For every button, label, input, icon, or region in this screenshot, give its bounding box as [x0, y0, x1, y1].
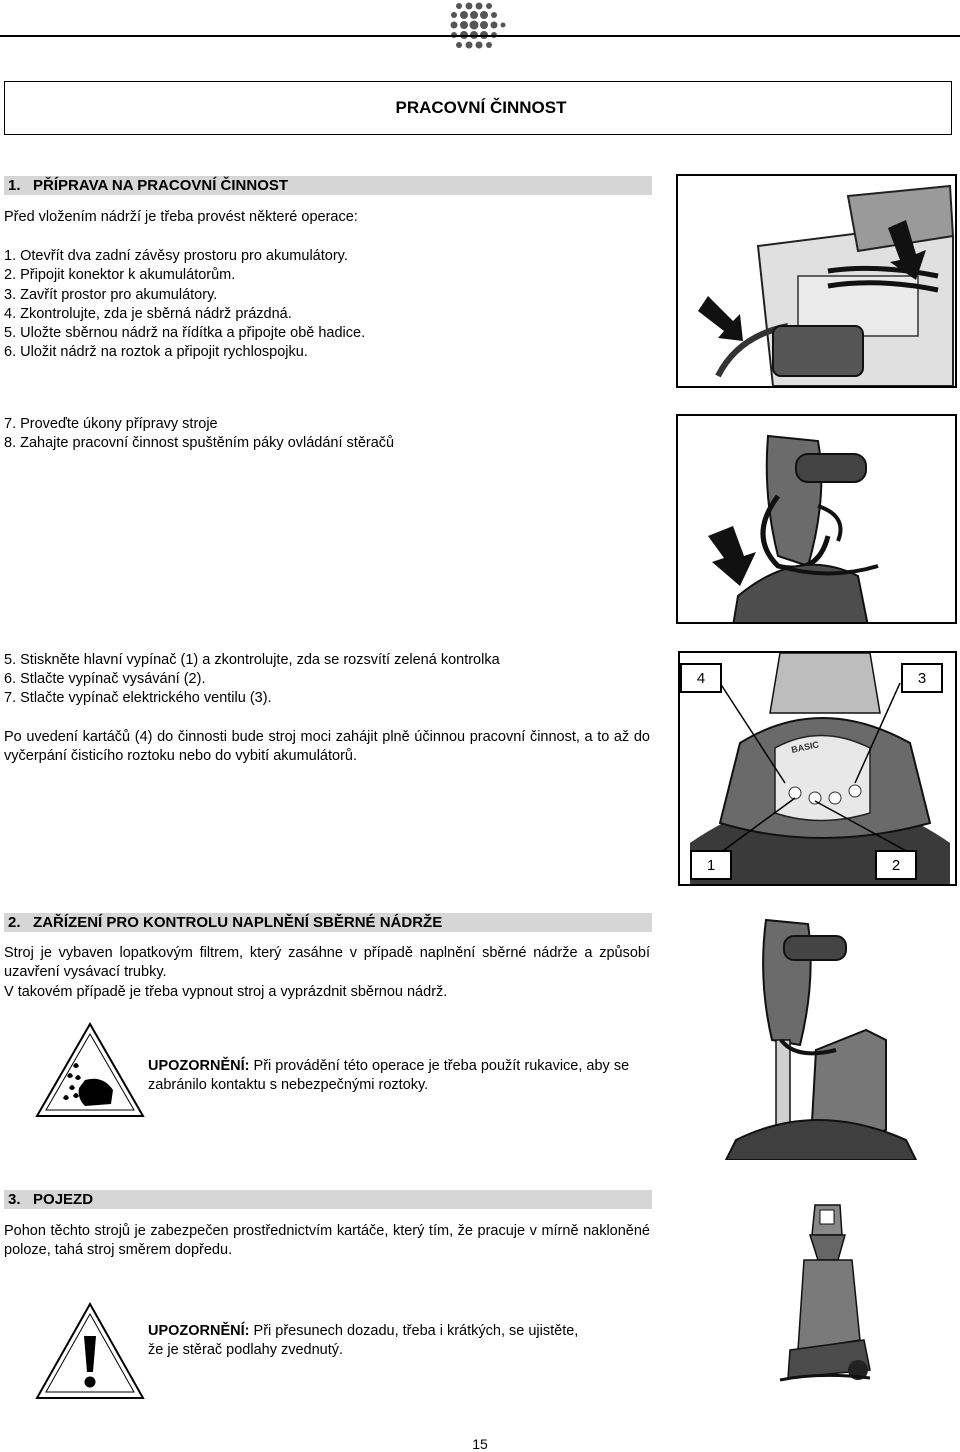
- section-2-paragraph-1: Stroj je vybaven lopatkovým filtrem, který zasáhne v případě naplnění sběrné nádrže a způsobí uzavření vysávací trubky.: [4, 945, 650, 980]
- control-panel-figure: [678, 651, 957, 886]
- handle-lever-figure: [676, 414, 957, 624]
- panel-brand-text: BASIC: [790, 739, 820, 755]
- list-item: 5. Uložte sběrnou nádrž na řídítka a připojte obě hadice.: [4, 325, 366, 341]
- gloves-warning-icon: [33, 1020, 147, 1120]
- section-3-warning: [148, 1322, 588, 1360]
- panel-label-2: 2: [875, 850, 917, 880]
- section-1-heading: 1. PŘÍPRAVA NA PRACOVNÍ ČINNOST: [4, 176, 652, 195]
- panel-label-3: 3: [901, 663, 943, 693]
- warning-text: Při provádění této operace je třeba použít rukavice, aby se zabránilo kontaktu s nebezpečnými roztoky.: [148, 1058, 630, 1093]
- section-1-intro: Před vložením nádrží je třeba provést některé operace:: [4, 209, 358, 225]
- warning-label: UPOZORNĚNÍ:: [148, 1323, 250, 1339]
- section-2-heading: 2. ZAŘÍZENÍ PRO KONTROLU NAPLNĚNÍ SBĚRNÉ NÁDRŽE: [4, 913, 652, 932]
- page-number: 15: [472, 1436, 488, 1452]
- section-2-warning: [148, 1057, 654, 1095]
- page-title-box: [4, 81, 952, 135]
- list-item: 3. Zavřít prostor pro akumulátory.: [4, 287, 218, 303]
- panel-label-4: 4: [680, 663, 722, 693]
- list-item: 8. Zahajte pracovní činnost spuštěním páky ovládání stěračů: [4, 435, 395, 451]
- machine-tank-figure: [676, 910, 960, 1160]
- list-item: 4. Zkontrolujte, zda je sběrná nádrž prázdná.: [4, 306, 292, 322]
- header-rule: [0, 35, 960, 37]
- section-3-heading: 3. POJEZD: [4, 1190, 652, 1209]
- list-item: 1. Otevřít dva zadní závěsy prostoru pro akumulátory.: [4, 248, 348, 264]
- page-title: PRACOVNÍ ČINNOST: [395, 98, 567, 117]
- panel-label-1: 1: [690, 850, 732, 880]
- warning-text: Při přesunech dozadu, třeba i krátkých, se ujistěte, že je stěrač podlahy zvednutý.: [148, 1323, 579, 1358]
- section-3-paragraph: Pohon těchto strojů je zabezpečen prostřednictvím kartáče, který tím, že pracuje v mírně nakloněné poloze, tahá stroj směrem dopředu.: [4, 1223, 650, 1258]
- warning-label: UPOZORNĚNÍ:: [148, 1058, 250, 1074]
- exclamation-warning-icon: [33, 1300, 147, 1402]
- list-item: 6. Stlačte vypínač vysávání (2).: [4, 671, 206, 687]
- list-item: 5. Stiskněte hlavní vypínač (1) a zkontrolujte, zda se rozsvítí zelená kontrolka: [4, 652, 500, 668]
- list-item: 7. Proveďte úkony přípravy stroje: [4, 416, 218, 432]
- list-item: 2. Připojit konektor k akumulátorům.: [4, 267, 236, 283]
- logo-dot-grid: [446, 2, 510, 54]
- machine-side-figure: [760, 1200, 890, 1390]
- section-1-paragraph: Po uvedení kartáčů (4) do činnosti bude stroj moci zahájit plně účinnou pracovní činnost, a to až do vyčerpání čisticího roztoku nebo do vybití akumulátorů.: [4, 729, 650, 764]
- list-item: 6. Uložit nádrž na roztok a připojit rychlospojku.: [4, 344, 308, 360]
- list-item: 7. Stlačte vypínač elektrického ventilu (3).: [4, 690, 272, 706]
- battery-compartment-figure: [676, 174, 957, 388]
- section-2-paragraph-2: V takovém případě je třeba vypnout stroj a vyprázdnit sběrnou nádrž.: [4, 984, 448, 1000]
